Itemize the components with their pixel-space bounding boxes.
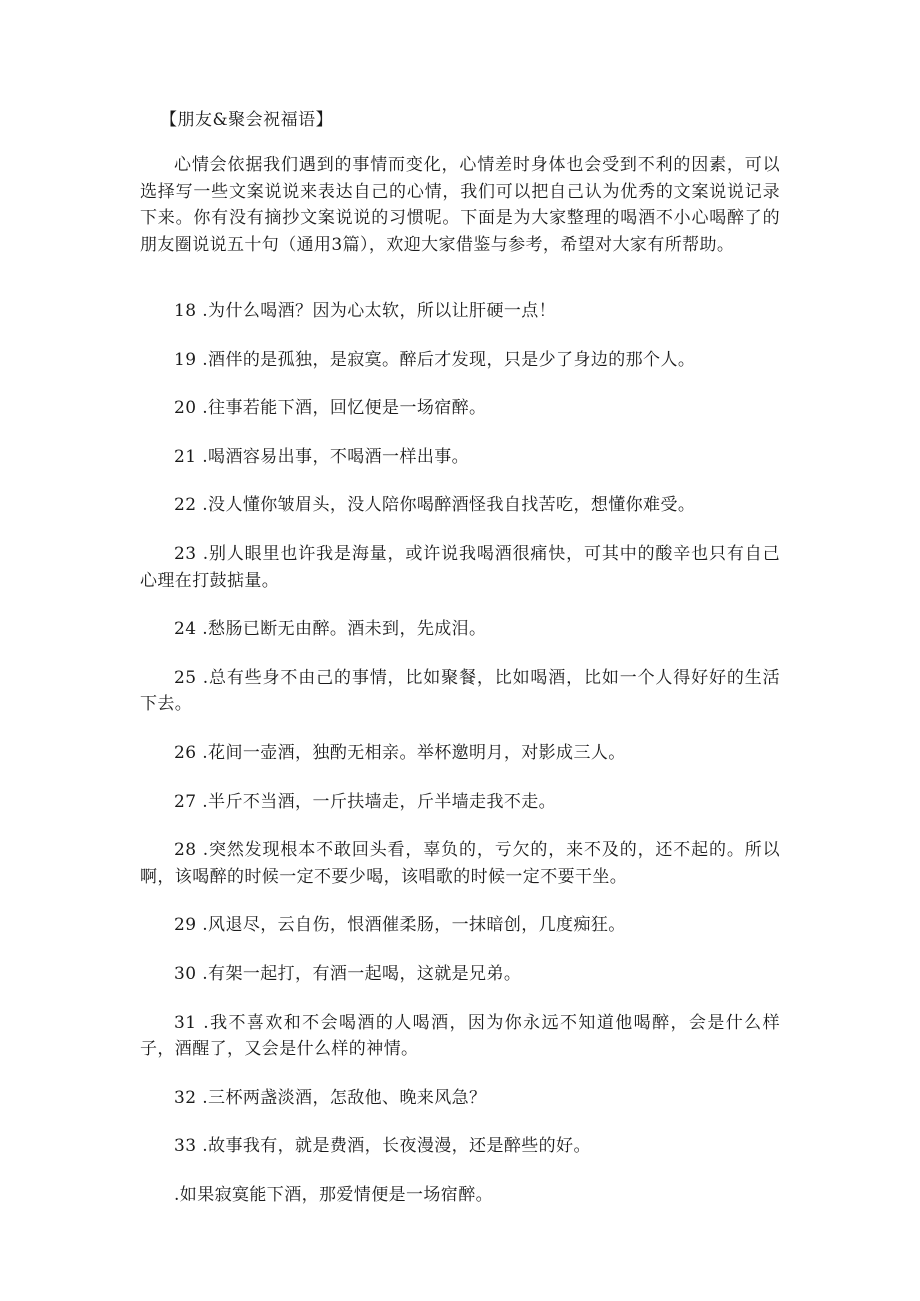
list-item xyxy=(140,961,780,988)
item-number: 32 xyxy=(174,1087,197,1108)
item-text: .有架一起打，有酒一起喝，这就是兄弟。 xyxy=(202,963,522,984)
item-text: .喝酒容易出事，不喝酒一样出事。 xyxy=(202,446,470,467)
list-item xyxy=(140,541,780,594)
list-item xyxy=(140,1010,780,1063)
list-item xyxy=(140,298,780,325)
list-item xyxy=(140,347,780,374)
list-item xyxy=(140,837,780,890)
item-text: .故事我有，就是费酒，长夜漫漫，还是醉些的好。 xyxy=(202,1136,591,1157)
item-number: 29 xyxy=(174,915,197,936)
item-number: 26 xyxy=(174,742,197,763)
item-number: 19 xyxy=(174,349,197,370)
item-number: 23 xyxy=(174,543,197,564)
item-number: 24 xyxy=(174,619,197,640)
item-number: 22 xyxy=(174,495,197,516)
item-text: .半斤不当酒，一斤扶墙走，斤半墙走我不走。 xyxy=(202,791,557,812)
list-item xyxy=(140,912,780,939)
list-item xyxy=(140,444,780,471)
item-text: .别人眼里也许我是海量，或许说我喝酒很痛快，可其中的酸辛也只有自己心理在打鼓掂量。 xyxy=(140,543,780,591)
quote-list xyxy=(140,298,780,1230)
item-text: .总有些身不由己的事情，比如聚餐，比如喝酒，比如一个人得好好的生活下去。 xyxy=(140,667,780,715)
list-item xyxy=(140,740,780,767)
list-item xyxy=(140,616,780,643)
intro-paragraph: 心情会依据我们遇到的事情而变化，心情差时身体也会受到不利的因素，可以选择写一些文案说说来表达自己的心情，我们可以把自己认为优秀的文案说说记录下来。你有没有摘抄文案说说的习惯呢。下面是为大家整理的喝酒不小心喝醉了的朋友圈说说五十句（通用3篇），欢迎大家借鉴与参考，希望对大家有所帮助。 xyxy=(140,155,780,255)
list-item xyxy=(140,789,780,816)
item-number: 30 xyxy=(174,963,197,984)
item-text: .为什么喝酒？因为心太软，所以让肝硬一点！ xyxy=(202,301,557,321)
item-text: .往事若能下酒，回忆便是一场宿醉。 xyxy=(202,398,487,419)
list-item xyxy=(140,395,780,422)
list-item xyxy=(140,1133,780,1160)
item-number: 31 xyxy=(174,1012,197,1033)
item-text: .酒伴的是孤独，是寂寞。醉后才发现，只是少了身边的那个人。 xyxy=(202,349,696,370)
item-number: 28 xyxy=(174,840,197,861)
item-text: .三杯两盏淡酒，怎敌他、晚来风急？ xyxy=(202,1087,487,1108)
item-number: 27 xyxy=(174,791,197,812)
item-text: .如果寂寞能下酒，那爱情便是一场宿醉。 xyxy=(174,1184,494,1205)
list-item xyxy=(140,665,780,718)
item-number: 20 xyxy=(174,398,197,419)
item-text: .愁肠已断无由醉。酒未到，先成泪。 xyxy=(202,619,487,640)
item-number: 18 xyxy=(174,301,197,321)
item-text: .没人懂你皱眉头，没人陪你喝醉酒怪我自找苦吃，想懂你难受。 xyxy=(202,495,696,516)
document-title: 【朋友&聚会祝福语】 xyxy=(160,110,334,130)
item-number: 25 xyxy=(174,667,197,688)
item-number: 21 xyxy=(174,446,197,467)
item-text: .我不喜欢和不会喝酒的人喝酒，因为你永远不知道他喝醉，会是什么样子，酒醒了，又会是什么样的神情。 xyxy=(140,1012,780,1060)
item-number: 33 xyxy=(174,1136,197,1157)
list-item xyxy=(140,492,780,519)
item-text: .花间一壶酒，独酌无相亲。举杯邀明月，对影成三人。 xyxy=(202,742,626,763)
item-text: .风退尽，云自伤，恨酒催柔肠，一抹暗创，几度痴狂。 xyxy=(202,915,626,936)
list-item xyxy=(140,1182,780,1209)
item-text: .突然发现根本不敢回头看，辜负的，亏欠的，来不及的，还不起的。所以啊，该喝醉的时候一定不要少喝，该唱歌的时候一定不要干坐。 xyxy=(140,840,780,887)
list-item xyxy=(140,1085,780,1112)
